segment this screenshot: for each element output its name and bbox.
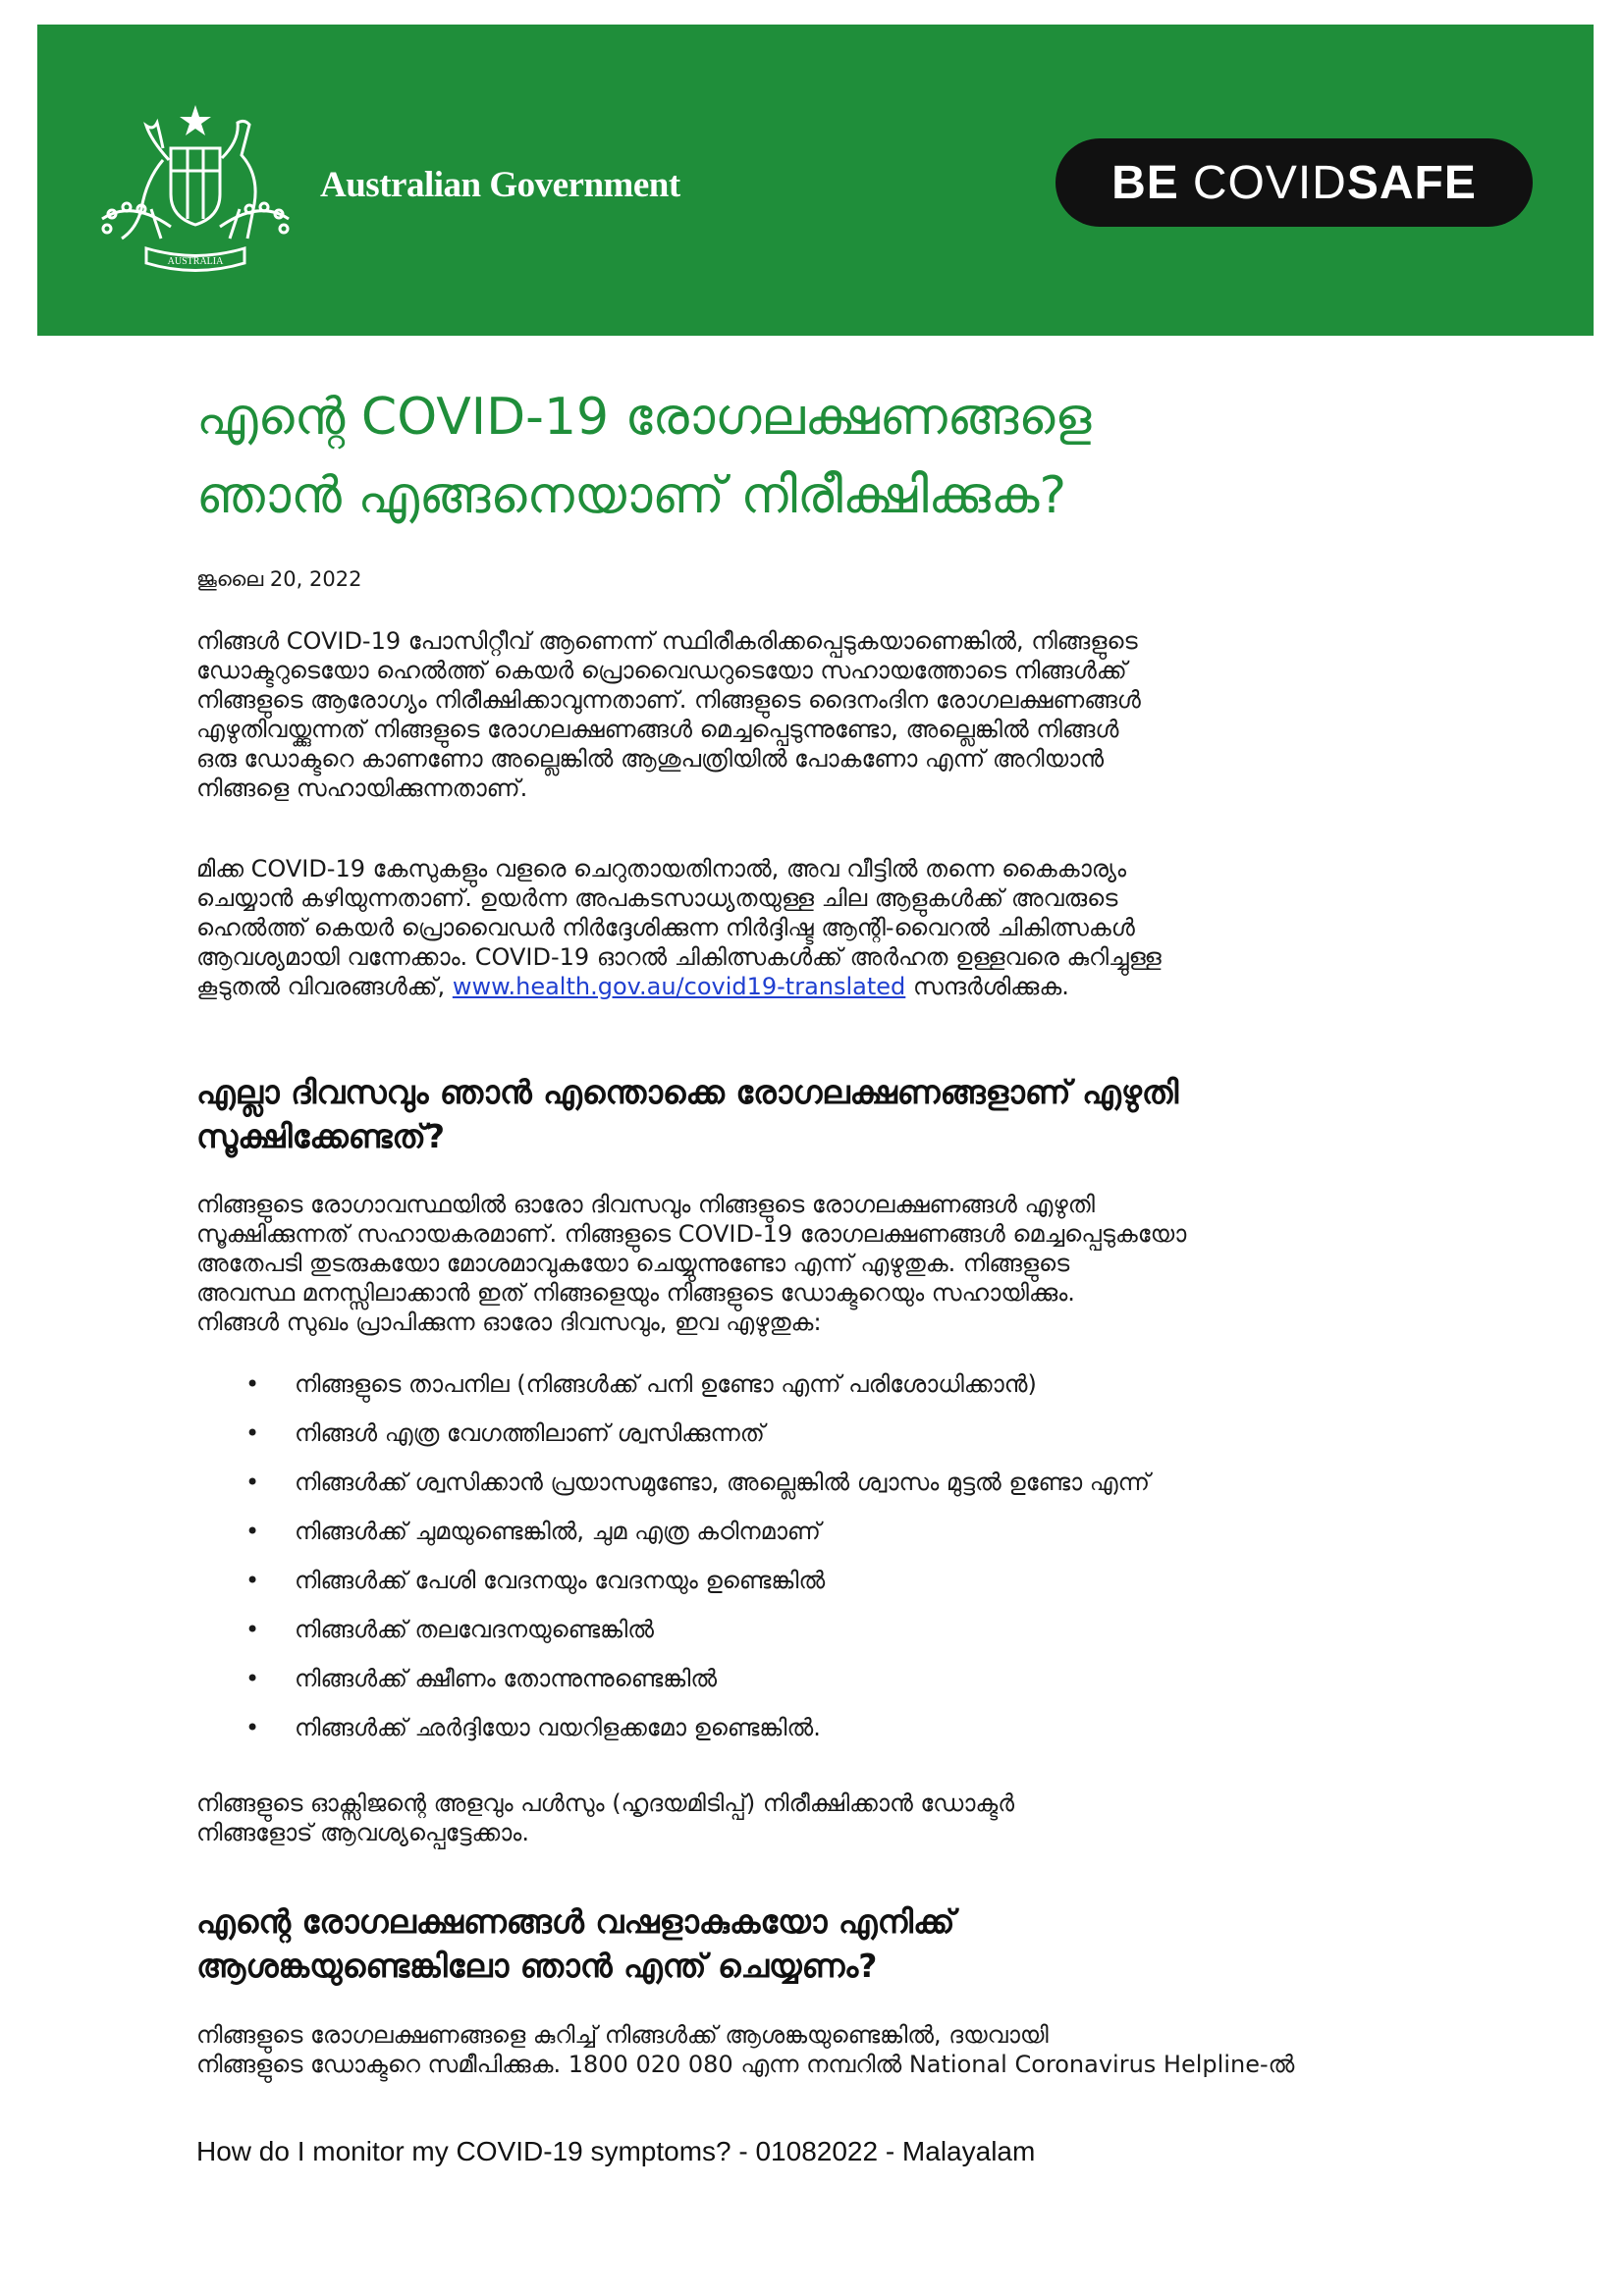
- list-item: [196, 1517, 1434, 1566]
- text-line: നിങ്ങളുടെ രോഗാവസ്ഥയിൽ ഓരോ ദിവസവും നിങ്ങളുടെ രോഗലക്ഷണങ്ങൾ എഴുതി: [196, 1191, 1095, 1218]
- bullet-icon: •: [245, 1419, 260, 1447]
- text-line: നിങ്ങളുടെ രോഗലക്ഷണങ്ങളെ കുറിച്ച് നിങ്ങൾക്ക് ആശങ്കയുണ്ടെങ്കിൽ, ദയവായി: [196, 2021, 1049, 2049]
- text-line: നിങ്ങൾ സുഖം പ്രാപിക്കുന്ന ഓരോ ദിവസവും, ഇവ എഴുതുക:: [196, 1308, 822, 1336]
- text-fragment: കൂടുതൽ വിവരങ്ങൾക്ക്,: [196, 973, 446, 1000]
- text-line: [196, 972, 1434, 1001]
- text-line: ഒരു ഡോക്ടറെ കാണണോ അല്ലെങ്കിൽ ആശുപത്രിയിൽ പോകണോ എന്ന് അറിയാൻ: [196, 745, 1105, 773]
- list-item: [196, 1664, 1434, 1713]
- text-line: എഴുതിവയ്ക്കുന്നത് നിങ്ങളുടെ രോഗലക്ഷണങ്ങൾ മെച്ചപ്പെടുന്നുണ്ടോ, അല്ലെങ്കിൽ നിങ്ങൾ: [196, 716, 1119, 743]
- list-item: [196, 1369, 1434, 1418]
- text-line: ചെയ്യാൻ കഴിയുന്നതാണ്. ഉയർന്ന അപകടസാധ്യതയുള്ള ചില ആളുകൾക്ക് അവരുടെ: [196, 884, 1118, 912]
- badge-word-safe: SAFE: [1346, 156, 1477, 209]
- list-item-text: നിങ്ങൾ എത്ര വേഗത്തിലാണ് ശ്വസിക്കുന്നത്: [295, 1419, 765, 1447]
- text-line: നിങ്ങളെ സഹായിക്കുന്നതാണ്.: [196, 774, 528, 802]
- publication-date: ജൂലൈ 20, 2022: [196, 567, 362, 591]
- heading-line: സൂക്ഷിക്കേണ്ടത്?: [196, 1117, 446, 1155]
- section-heading-daily-symptoms: [196, 1070, 1453, 1158]
- list-item: [196, 1713, 1434, 1762]
- section-heading-worse-symptoms: [196, 1899, 1453, 1988]
- list-item: [196, 1418, 1434, 1468]
- text-line: നിങ്ങളുടെ ആരോഗ്യം നിരീക്ഷിക്കാവുന്നതാണ്. നിങ്ങളുടെ ദൈനംദിന രോഗലക്ഷണങ്ങൾ: [196, 686, 1141, 714]
- text-line: ഡോക്ടറുടെയോ ഹെൽത്ത് കെയർ പ്രൊവൈഡറുടെയോ സഹായത്തോടെ നിങ്ങൾക്ക്: [196, 657, 1127, 684]
- text-line: സൂക്ഷിക്കുന്നത് സഹായകരമാണ്. നിങ്ങളുടെ COVID-19 രോഗലക്ഷണങ്ങൾ മെച്ചപ്പെടുകയോ: [196, 1220, 1187, 1248]
- heading-line: എല്ലാ ദിവസവും ഞാൻ എന്തൊക്കെ രോഗലക്ഷണങ്ങളാണ് എഴുതി: [196, 1073, 1179, 1111]
- bullet-icon: •: [245, 1616, 260, 1643]
- bullet-icon: •: [245, 1518, 260, 1545]
- government-name: Australian Government: [320, 165, 680, 205]
- page-title-line: എന്റെ COVID-19 രോഗലക്ഷണങ്ങളെ: [196, 388, 1092, 447]
- worse-symptoms-paragraph: [196, 2020, 1434, 2079]
- page-title-line: ഞാൻ എങ്ങനെയാണ് നിരീക്ഷിക്കുക?: [196, 466, 1067, 525]
- bullet-icon: •: [245, 1714, 260, 1741]
- coat-of-arms-logo: [92, 101, 298, 283]
- page-title: [196, 378, 1453, 535]
- bullet-icon: •: [245, 1665, 260, 1692]
- treatment-paragraph: [196, 854, 1434, 1001]
- list-item-text: നിങ്ങൾക്ക് ക്ഷീണം തോന്നുന്നുണ്ടെങ്കിൽ: [295, 1665, 718, 1692]
- crest-scroll-text: AUSTRALIA: [167, 256, 224, 267]
- list-item: [196, 1566, 1434, 1615]
- be-covidsafe-badge: [1056, 138, 1533, 227]
- intro-paragraph: [196, 626, 1434, 803]
- list-item-text: നിങ്ങൾക്ക് ചുമയുണ്ടെങ്കിൽ, ചുമ എത്ര കഠിനമാണ്: [295, 1518, 821, 1545]
- text-line: നിങ്ങളോട് ആവശ്യപ്പെട്ടേക്കാം.: [196, 1819, 529, 1846]
- document-footer: How do I monitor my COVID-19 symptoms? - 01082022 - Malayalam: [196, 2136, 1036, 2166]
- list-item: [196, 1468, 1434, 1517]
- list-item-text: നിങ്ങളുടെ താപനില (നിങ്ങൾക്ക് പനി ഉണ്ടോ എന്ന് പരിശോധിക്കാൻ): [295, 1370, 1037, 1398]
- badge-word-covid: COVID: [1192, 156, 1347, 209]
- text-line: മിക്ക COVID-19 കേസുകളും വളരെ ചെറുതായതിനാൽ, അവ വീട്ടിൽ തന്നെ കൈകാര്യം: [196, 855, 1127, 882]
- heading-line: എന്റെ രോഗലക്ഷണങ്ങൾ വഷളാകുകയോ എനിക്ക്: [196, 1902, 955, 1941]
- text-line: ആവശ്യമായി വന്നേക്കാം. COVID-19 ഓറൽ ചികിത്സകൾക്ക് അർഹത ഉള്ളവരെ കുറിച്ചുള്ള: [196, 943, 1162, 971]
- text-line: ഹെൽത്ത് കെയർ പ്രൊവൈഡർ നിർദ്ദേശിക്കുന്ന നിർദ്ദിഷ്ട ആന്റി-വൈറൽ ചികിത്സകൾ: [196, 914, 1135, 941]
- text-line: നിങ്ങൾ COVID-19 പോസിറ്റീവ് ആണെന്ന് സ്ഥിരീകരിക്കപ്പെടുകയാണെങ്കിൽ, നിങ്ങളുടെ: [196, 627, 1138, 655]
- text-line: നിങ്ങളുടെ ഓക്സിജന്റെ അളവും പൾസും (ഹൃദയമിടിപ്പ്) നിരീക്ഷിക്കാൻ ഡോക്ടർ: [196, 1789, 1015, 1817]
- list-item-text: നിങ്ങൾക്ക് തലവേദനയുണ്ടെങ്കിൽ: [295, 1616, 654, 1643]
- symptom-list: [196, 1369, 1434, 1762]
- list-item-text: നിങ്ങൾക്ക് ശ്വസിക്കാൻ പ്രയാസമുണ്ടോ, അല്ലെങ്കിൽ ശ്വാസം മുട്ടൽ ഉണ്ടോ എന്ന്: [295, 1468, 1151, 1496]
- oxygen-pulse-paragraph: [196, 1789, 1434, 1847]
- bullet-icon: •: [245, 1468, 260, 1496]
- bullet-icon: •: [245, 1370, 260, 1398]
- header-banner: [37, 25, 1594, 336]
- daily-symptoms-paragraph: [196, 1190, 1434, 1337]
- text-fragment: സന്ദർശിക്കുക.: [912, 973, 1069, 1000]
- list-item-text: നിങ്ങൾക്ക് ഛർദ്ദിയോ വയറിളക്കമോ ഉണ്ടെങ്കിൽ.: [295, 1714, 821, 1741]
- list-item-text: നിങ്ങൾക്ക് പേശി വേദനയും വേദനയും ഉണ്ടെങ്കിൽ: [295, 1567, 826, 1594]
- text-line: അവസ്ഥ മനസ്സിലാക്കാൻ ഇത് നിങ്ങളെയും നിങ്ങളുടെ ഡോക്ടറെയും സഹായിക്കും.: [196, 1279, 1075, 1307]
- text-line: അതേപടി തുടരുകയോ മോശമാവുകയോ ചെയ്യുന്നുണ്ടോ എന്ന് എഴുതുക. നിങ്ങളുടെ: [196, 1250, 1070, 1277]
- health-translated-link[interactable]: www.health.gov.au/covid19-translated: [452, 973, 906, 1000]
- bullet-icon: •: [245, 1567, 260, 1594]
- heading-line: ആശങ്കയുണ്ടെങ്കിലോ ഞാൻ എന്ത് ചെയ്യണം?: [196, 1947, 878, 1985]
- badge-word-be: BE: [1111, 156, 1179, 209]
- list-item: [196, 1615, 1434, 1664]
- text-line: നിങ്ങളുടെ ഡോക്ടറെ സമീപിക്കുക. 1800 020 080 എന്ന നമ്പറിൽ National Coronavirus Helpline-ൽ: [196, 2051, 1295, 2078]
